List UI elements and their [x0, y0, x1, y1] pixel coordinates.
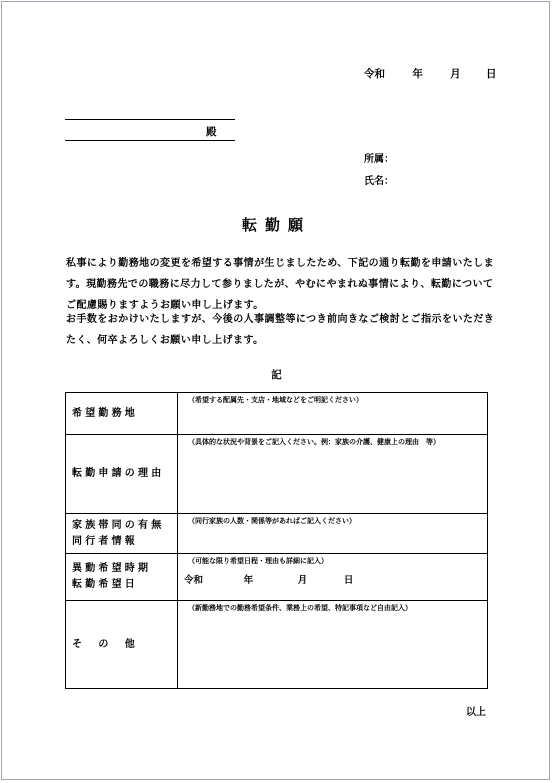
form-label: 転勤希望日: [72, 579, 138, 590]
form-date-row: [178, 566, 487, 586]
form-label: 希望勤務地: [72, 407, 138, 419]
form-note: （同行家族の人数・関係等があればご記入ください）: [188, 517, 356, 525]
date-day-unit: 日: [485, 68, 497, 80]
form-label-cell: [66, 435, 178, 514]
form-row-other: [66, 601, 488, 689]
date-month-unit: 月: [450, 68, 461, 80]
document-title: 転勤願: [241, 216, 311, 234]
form-input-cell-family[interactable]: [178, 514, 488, 554]
addressee-line-top: [65, 119, 235, 120]
body-paragraph-1: 私事により勤務地の変更を希望する事情が生じましたため、下記の通り転勤を申請いたします。現勤務先での職務に尽力して参りましたが、やむにやまれぬ事情により、転勤についてご配慮賜りますようお願い申し上げます。: [66, 258, 495, 311]
form-date-era: 令和: [184, 575, 204, 586]
affiliation-label: 所属：: [364, 154, 394, 165]
form-date-day: 日: [343, 575, 354, 586]
form-label: 同行者情報: [72, 535, 138, 547]
form-label: 転勤申請の理由: [72, 468, 165, 479]
name-label: 氏名：: [364, 176, 394, 187]
form-label: 家族帯同の有無: [72, 519, 165, 531]
form-label: そ の 他: [72, 638, 138, 650]
form-note: （希望する配属先・支店・地域などをご明記ください）: [188, 396, 363, 404]
transfer-form-table: [65, 392, 488, 689]
form-row-family: [66, 514, 488, 554]
form-label-cell: [66, 393, 178, 435]
date-year-unit: 年: [412, 68, 423, 80]
form-note: （具体的な状況や背景をご記入ください。例：家族の介護、健康上の理由 等）: [188, 438, 440, 446]
form-label-cell: [66, 601, 178, 689]
form-input-cell-reason[interactable]: [178, 435, 488, 514]
form-row-desired-location: [66, 393, 488, 435]
form-input-cell-timing[interactable]: [178, 554, 488, 601]
date-line: [364, 66, 496, 81]
form-label-cell: [66, 514, 178, 554]
form-input-cell-desired-location[interactable]: [178, 393, 488, 435]
form-row-timing: [66, 554, 488, 601]
addressee-line-bottom: [65, 140, 235, 141]
form-note: （新勤務地での勤務希望条件、業務上の希望、特記事項など自由記入）: [188, 604, 412, 612]
date-era: 令和: [364, 68, 385, 80]
form-date-month: 月: [297, 575, 308, 586]
body-paragraph-2: お手数をおかけいたしますが、今後の人事調整等につき前向きなご検討とご指示をいただきたく、何卒よろしくお願い申し上げます。: [66, 314, 495, 346]
ki-heading: 記: [271, 369, 282, 381]
form-date-year: 年: [243, 575, 254, 586]
form-label-cell: [66, 554, 178, 601]
form-label: 異動希望時期: [72, 563, 152, 574]
addressee-suffix: 殿: [206, 126, 217, 138]
form-note: （可能な限り希望日程・理由も詳細に記入）: [188, 557, 328, 565]
form-input-cell-other[interactable]: [178, 601, 488, 689]
closing-ijo: 以上: [466, 707, 486, 718]
form-row-reason: [66, 435, 488, 514]
